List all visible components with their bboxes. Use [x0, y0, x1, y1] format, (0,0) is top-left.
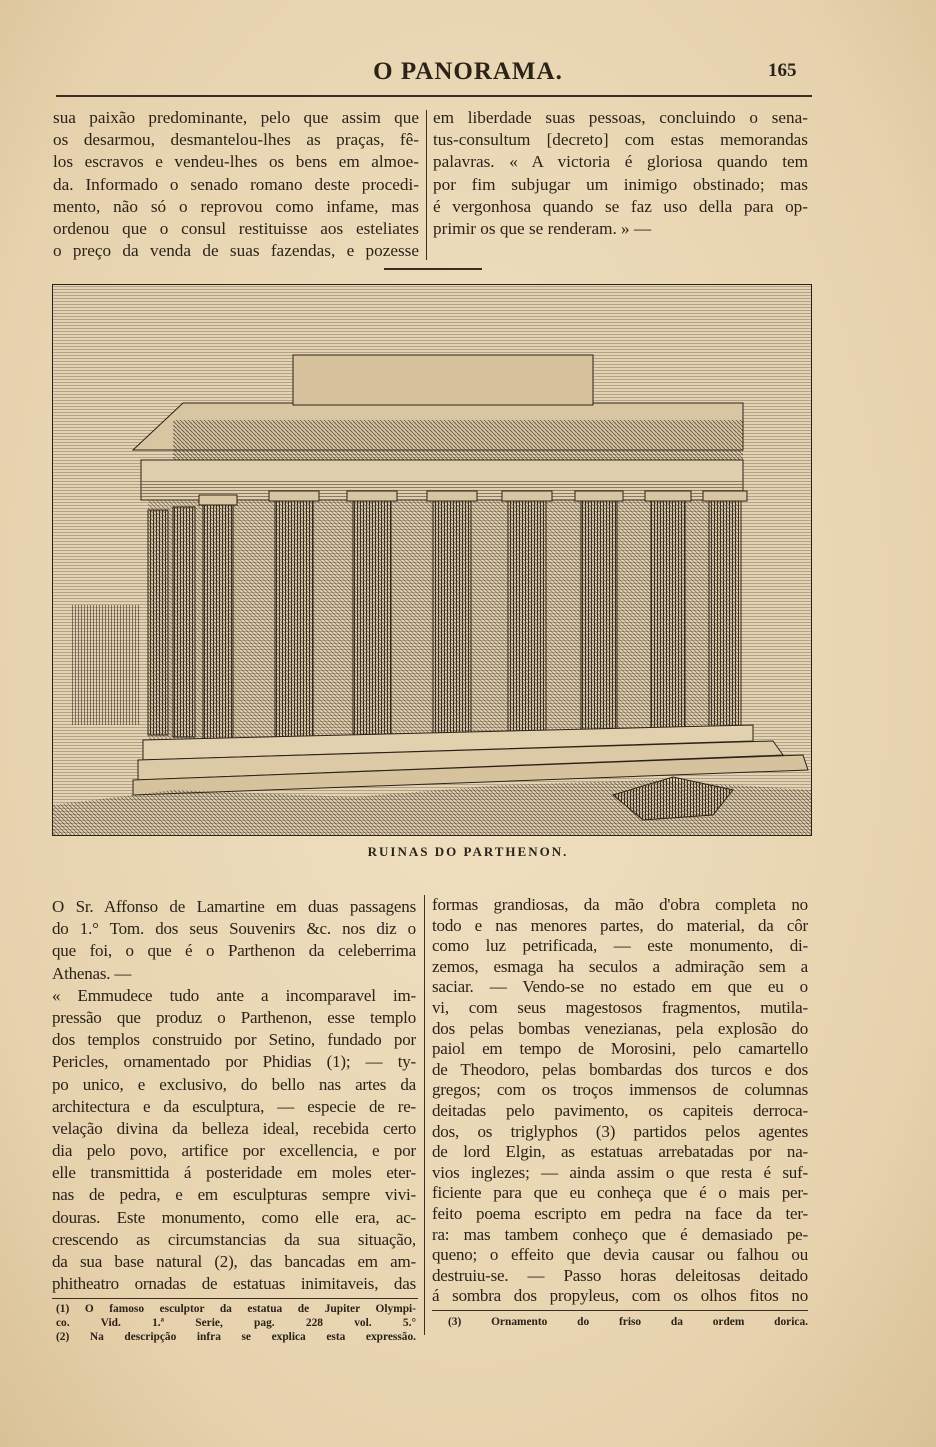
- text-line: deitadas pelo pavimento, os capiteis derroca-: [432, 1100, 808, 1120]
- text-line: dia pelo povo, artifice por excellencia, e por: [52, 1141, 416, 1161]
- text-line: mento, não só o reprovou como infame, mas: [53, 196, 419, 216]
- text-line: (3) Ornamento do friso da ordem dorica.: [448, 1316, 808, 1328]
- bottom-right-column: [432, 895, 808, 1307]
- text-line: todo e nas menores partes, do material, da côr: [432, 915, 808, 935]
- text-line: « Emmudece tudo ante a incomparavel im-: [52, 985, 416, 1005]
- text-line: architectura e da esculptura, — especie de re-: [52, 1096, 416, 1116]
- header-rule: [56, 95, 812, 97]
- top-left-column: [53, 107, 419, 262]
- text-line: O Sr. Affonso de Lamartine em duas passagens: [52, 897, 416, 916]
- top-right-column: [433, 107, 808, 240]
- text-line: (1) O famoso esculptor da estatua de Jupiter Olympi-: [56, 1303, 416, 1315]
- text-line: co. Vid. 1.ª Serie, pag. 228 vol. 5.°: [56, 1317, 416, 1329]
- text-line: paiol em tempo de Morosini, pelo camartello: [432, 1039, 808, 1059]
- column-divider: [426, 110, 427, 260]
- text-line: feito poema escripto em pedra na face da ter-: [432, 1203, 808, 1223]
- text-line: phitheatro ornadas de estatuas inimitaveis, das: [52, 1274, 416, 1294]
- footnotes-left: [56, 1302, 416, 1344]
- text-line: los escravos e vendeu-lhes os bens em almoe-: [53, 152, 419, 172]
- column-divider: [424, 895, 425, 1335]
- footnote-rule: [52, 1298, 418, 1299]
- text-line: queno; o effeito que devia causar ou falhou ou: [432, 1245, 808, 1265]
- text-line: que foi, o que é o Parthenon da celeberrima: [52, 941, 416, 961]
- text-line: é vergonhosa quando se faz uso della para op-: [433, 196, 808, 216]
- text-line: os desarmou, desmantelou-lhes as praças, fê-: [53, 130, 419, 150]
- text-line: sua paixão predominante, pelo que assim que: [53, 108, 419, 127]
- text-line: como luz petrificada, — este monumento, di-: [432, 936, 808, 956]
- text-line: da. Informado o senado romano deste procedi-: [53, 174, 419, 194]
- section-rule: [384, 268, 482, 270]
- text-line: formas grandiosas, da mão d'obra completa no: [432, 895, 808, 914]
- text-line: de lord Elgin, as estatuas arrebatadas por na-: [432, 1142, 808, 1162]
- text-line: ra: mas tambem conheço que é demasiado pe-: [432, 1224, 808, 1244]
- text-line: crescendo as circumstancias da sua situação,: [52, 1229, 416, 1249]
- text-line: dos, os triglyphos (3) partidos pelos agentes: [432, 1121, 808, 1141]
- text-line: (2) Na descripção infra se explica esta expressão.: [56, 1331, 416, 1343]
- text-line: em liberdade suas pessoas, concluindo o sena-: [433, 108, 808, 127]
- text-line: destruiu-se. — Passo horas deleitosas deitado: [432, 1265, 808, 1285]
- text-line: zemos, esmaga ha seculos a admiração sem a: [432, 956, 808, 976]
- figure-caption: RUINAS DO PARTHENON.: [367, 844, 569, 859]
- text-line: ordenou que o consul restituisse aos esteliates: [53, 218, 419, 238]
- text-line: gregos; com os troços immensos de columnas: [432, 1080, 808, 1100]
- text-line: po unico, e exclusivo, do bello nas artes da: [52, 1074, 416, 1094]
- text-line: dos templos construido por Setino, fundado por: [52, 1030, 416, 1050]
- footnote-rule: [432, 1310, 808, 1311]
- text-line: elle transmittida á posteridade em moles eter-: [52, 1163, 416, 1183]
- text-line: nas de pedra, e em esculpturas sempre vivi-: [52, 1185, 416, 1205]
- text-line: de Theodoro, pelas bombardas dos turcos e dos: [432, 1059, 808, 1079]
- text-line: á sombra dos propyleus, com os olhos fitos no: [432, 1286, 808, 1306]
- text-line: primir os que se renderam. » —: [433, 218, 652, 238]
- text-line: ficiente para que eu conheça que é o mais per-: [432, 1183, 808, 1203]
- text-line: o preço da venda de suas fazendas, e pozesse: [53, 241, 419, 261]
- text-line: dos pelas bombas venezianas, pela explosão do: [432, 1018, 808, 1038]
- text-line: vios inglezes; — ainda assim o que resta é suf-: [432, 1162, 808, 1182]
- text-line: pressão que produz o Parthenon, esse templo: [52, 1007, 416, 1027]
- bottom-left-column: [52, 896, 416, 1295]
- page-number: 165: [768, 60, 797, 81]
- newspaper-title: O PANORAMA.: [373, 58, 563, 85]
- text-line: velação divina da belleza ideal, recebida certo: [52, 1118, 416, 1138]
- text-line: palavras. « A victoria é gloriosa quando tem: [433, 152, 808, 172]
- text-line: da sua base natural (2), das bancadas em am-: [52, 1252, 416, 1271]
- text-line: Athenas. —: [52, 963, 132, 983]
- text-line: vi, com seus magestosos fragmentos, mutila-: [432, 997, 808, 1017]
- text-line: do 1.° Tom. dos seus Souvenirs &c. nos diz o: [52, 919, 416, 939]
- text-line: por fim subjugar um inimigo obstinado; mas: [433, 174, 808, 194]
- footnotes-right: [448, 1315, 808, 1329]
- text-line: douras. Este monumento, como elle era, ac-: [52, 1207, 416, 1227]
- parthenon-illustration: [53, 285, 811, 835]
- parthenon-engraving: [52, 284, 812, 836]
- text-line: saciar. — Vendo-se no estado em que eu o: [432, 977, 808, 997]
- text-line: tus-consultum [decreto] com estas memorandas: [433, 130, 808, 150]
- text-line: Pericles, ornamentado por Phidias (1); — ty-: [52, 1052, 416, 1072]
